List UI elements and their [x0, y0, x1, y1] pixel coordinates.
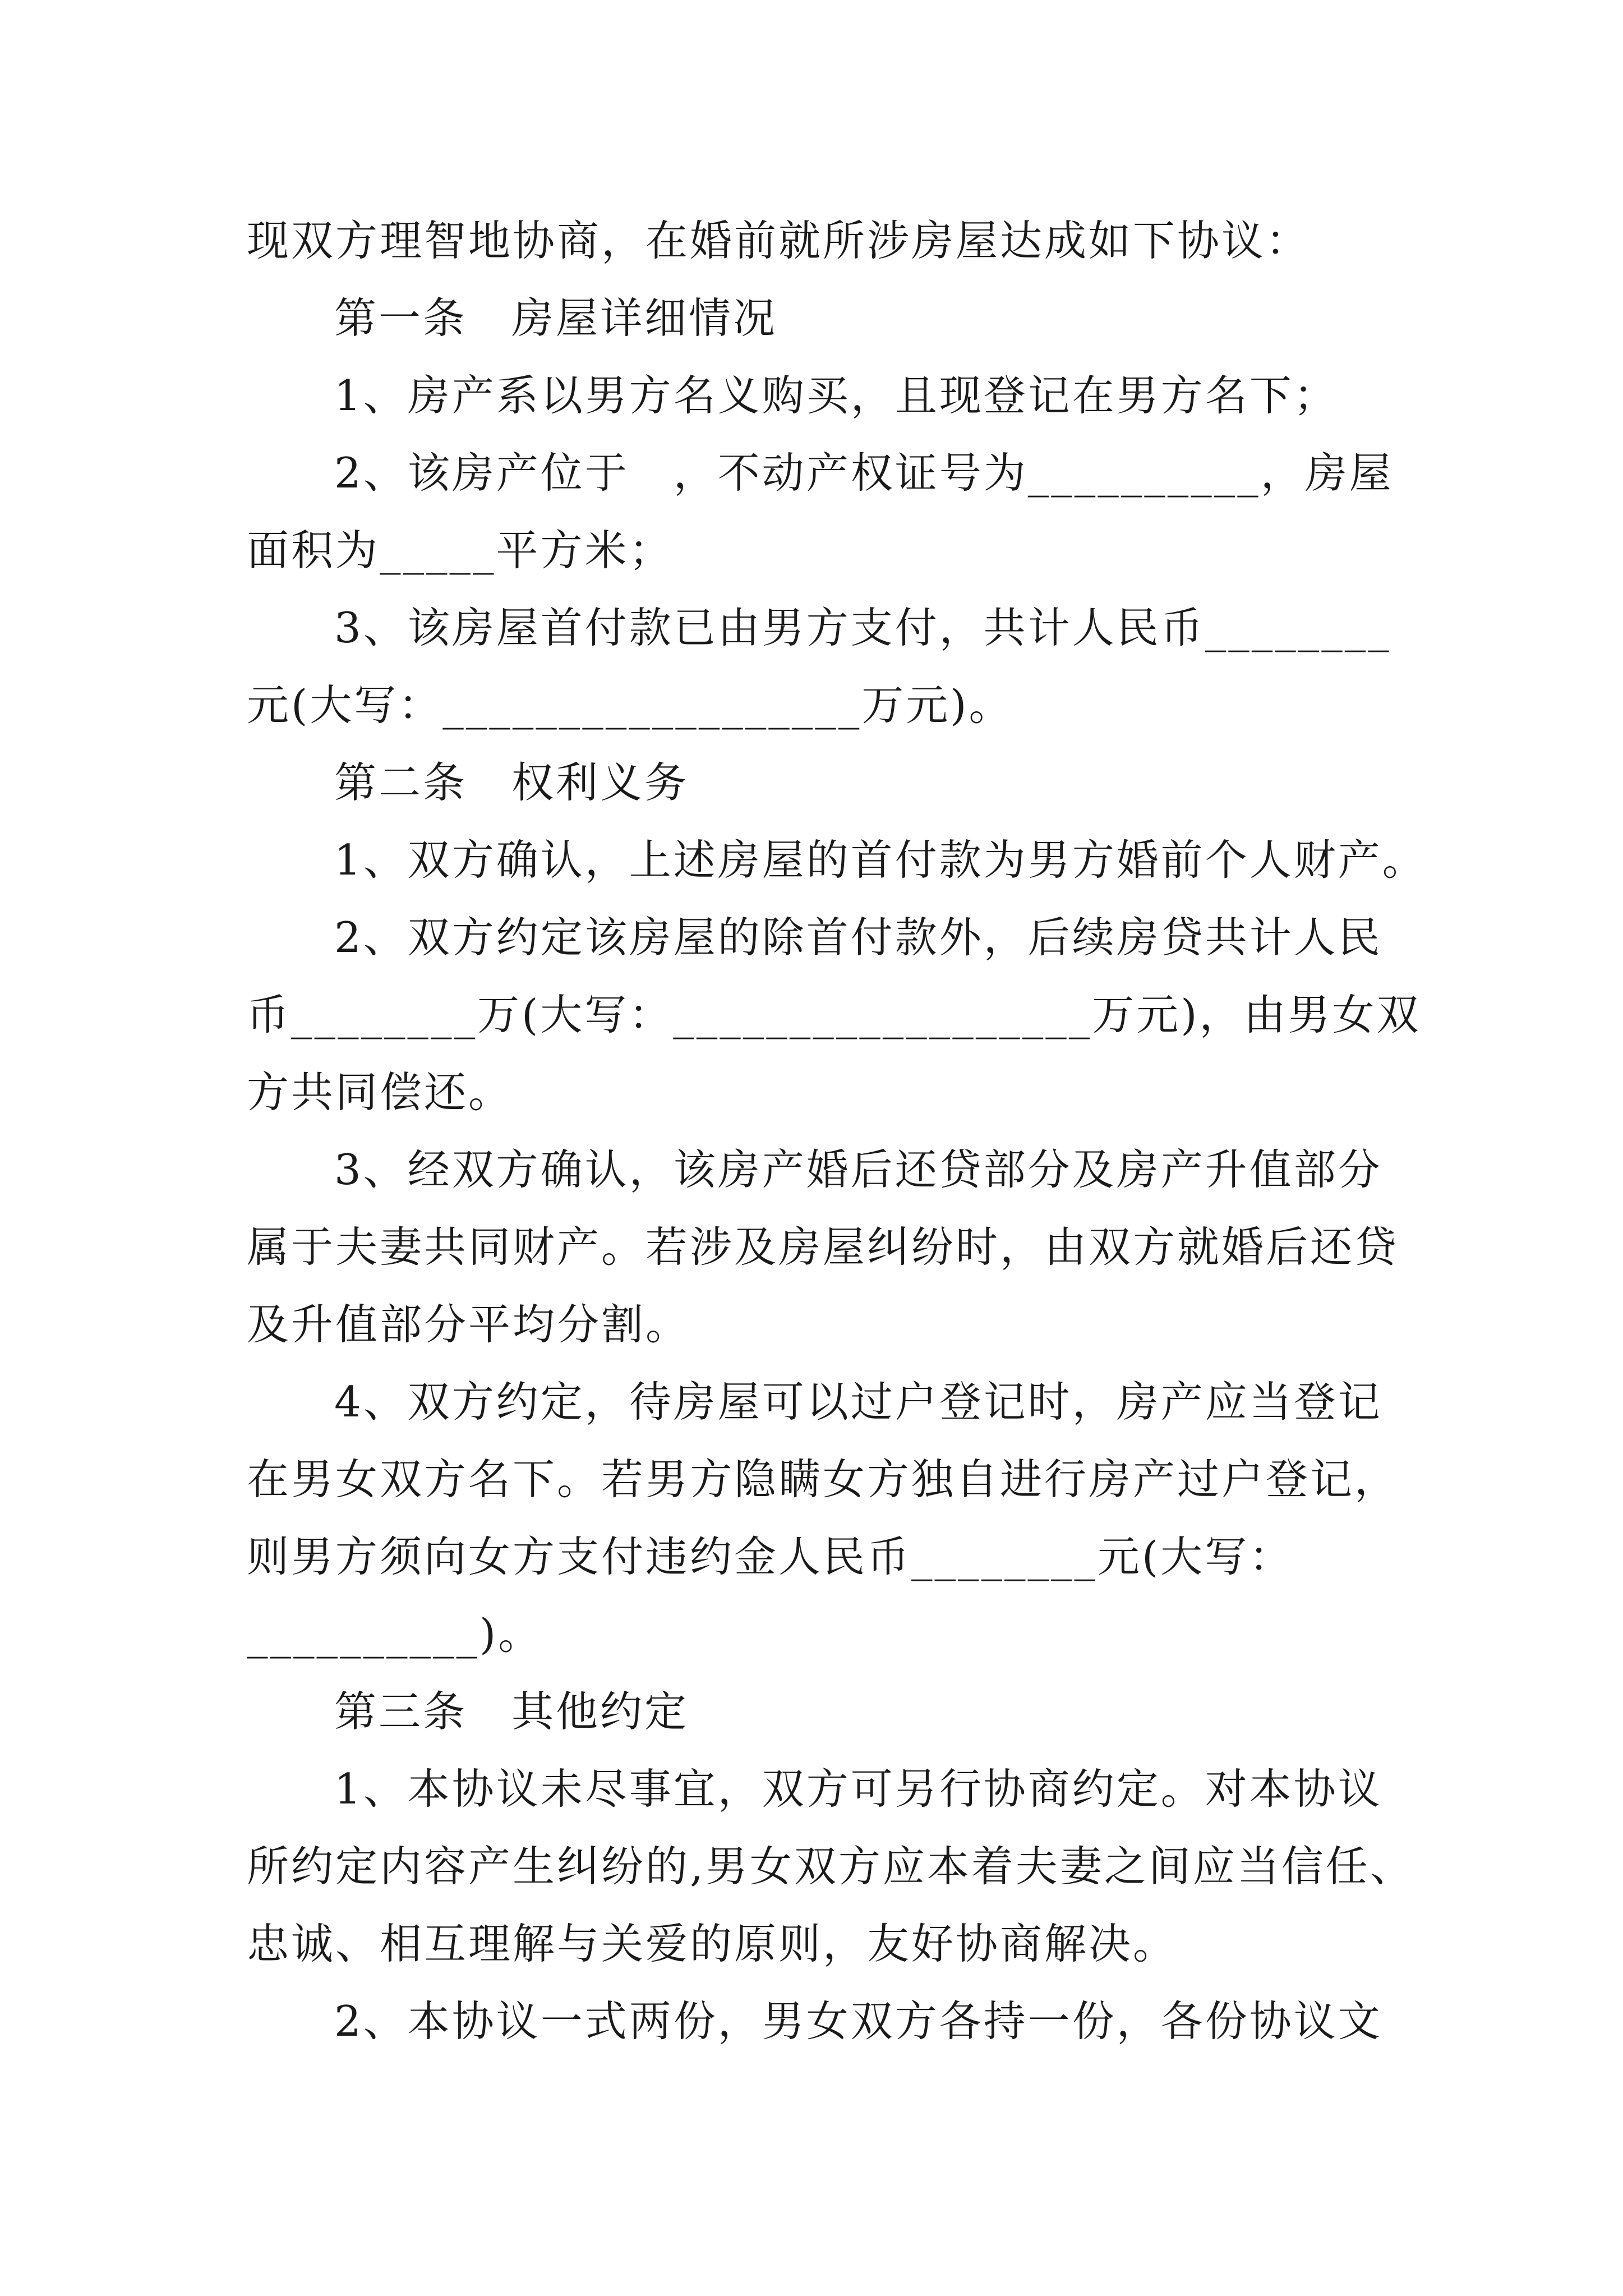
- text-line: 现双方理智地协商，在婚前就所涉房屋达成如下协议：: [247, 216, 1311, 265]
- text-line: 4、双方约定，待房屋可以过户登记时，房产应当登记: [334, 1377, 1382, 1427]
- text-line: 属于夫妻共同财产。若涉及房屋纠纷时，由双方就婚后还贷: [247, 1222, 1399, 1272]
- text-line: 所约定内容产生纠纷的,男女双方应本着夫妻之间应当信任、: [247, 1842, 1414, 1891]
- text-line: 1、双方确认，上述房屋的首付款为男方婚前个人财产。: [334, 835, 1427, 885]
- text-line: 2、双方约定该房屋的除首付款外，后续房贷共计人民: [334, 913, 1382, 962]
- text-line: 忠诚、相互理解与关爱的原则，友好协商解决。: [247, 1919, 1178, 1968]
- text-line: 在男女双方名下。若男方隐瞒女方独自进行房产过户登记，: [247, 1455, 1399, 1504]
- text-line: 1、本协议未尽事宜，双方可另行协商约定。对本协议: [334, 1764, 1382, 1814]
- text-line: 1、房产系以男方名义购买，且现登记在男方名下；: [334, 371, 1338, 420]
- text-line: 及升值部分平均分割。: [247, 1300, 690, 1349]
- text-line: __________)。: [247, 1609, 543, 1659]
- text-line: 币________万(大写：__________________万元)，由男女双: [247, 990, 1421, 1039]
- text-line: 2、本协议一式两份，男女双方各持一份，各份协议文: [334, 1996, 1382, 2046]
- text-line: 方共同偿还。: [247, 1068, 513, 1117]
- text-line: 3、经双方确认，该房产婚后还贷部分及房产升值部分: [334, 1145, 1382, 1194]
- text-line: 2、该房产位于 ，不动产权证号为__________，房屋: [334, 448, 1394, 498]
- article-heading: 第二条 权利义务: [334, 758, 689, 807]
- article-heading: 第一条 房屋详细情况: [334, 293, 778, 343]
- text-line: 则男方须向女方支付违约金人民币________元(大写：: [247, 1532, 1294, 1581]
- article-heading: 第三条 其他约定: [334, 1687, 689, 1736]
- text-line: 3、该房屋首付款已由男方支付，共计人民币________: [334, 603, 1391, 652]
- document-body: [247, 202, 1427, 2060]
- text-line: 面积为_____平方米；: [247, 526, 674, 575]
- text-line: 元(大写：__________________万元)。: [247, 680, 1013, 730]
